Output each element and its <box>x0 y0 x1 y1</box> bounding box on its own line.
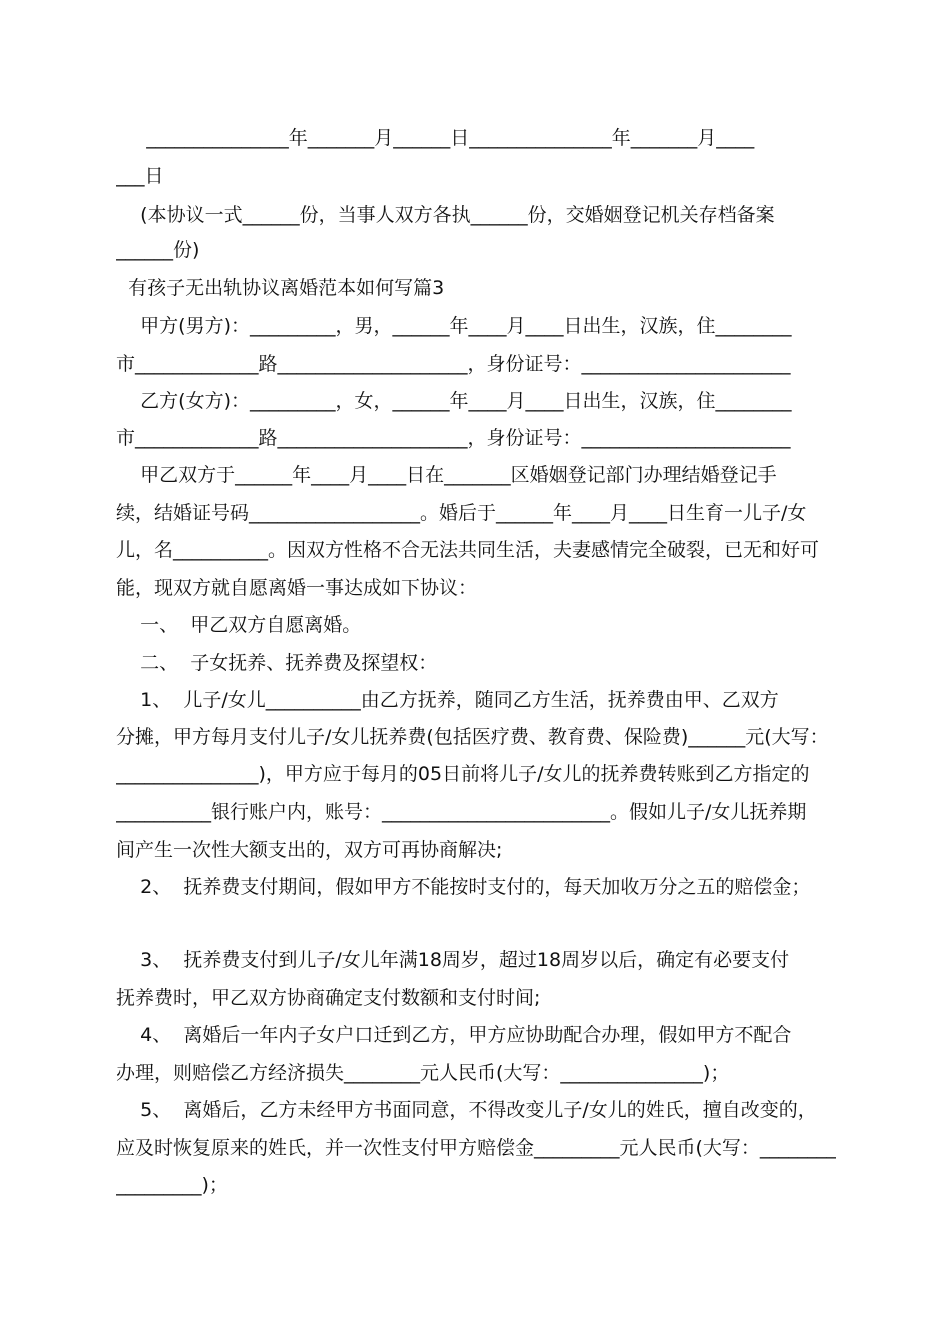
text-line: 续，结婚证号码__________________。婚后于______年____月____日生育一儿子/女 <box>116 502 807 524</box>
text-line: 市_____________路____________________，身份证号：______________________ <box>116 427 791 449</box>
text-line: 抚养费时，甲乙双方协商确定支付数额和支付时间; <box>116 987 541 1009</box>
text-line: _________)； <box>116 1174 228 1196</box>
text-line: (本协议一式______份，当事人双方各执______份，交婚姻登记机关存档备案 <box>116 204 775 226</box>
text-line: 市_____________路____________________，身份证号：______________________ <box>116 353 791 375</box>
text-line: _______________)，甲方应于每月的05日前将儿子/女儿的抚养费转账到乙方指定的 <box>116 763 810 785</box>
text-line: 2、 抚养费支付期间，假如甲方不能按时支付的，每天加收万分之五的赔偿金； <box>116 876 811 898</box>
text-line: 甲方(男方)：_________，男，______年____月____日出生，汉族，住________ <box>116 315 792 337</box>
text-line: 应及时恢复原来的姓氏，并一次性支付甲方赔偿金_________元人民币(大写：________ <box>116 1137 836 1159</box>
text-line: ___日 <box>116 165 164 187</box>
text-line: 能，现双方就自愿离婚一事达成如下协议： <box>116 577 478 599</box>
text-line: _______________年_______月______日_______________年_______月____ <box>116 127 755 149</box>
text-line: __________银行账户内，账号：________________________。假如儿子/女儿抚养期 <box>116 801 807 823</box>
text-line: 办理，则赔偿乙方经济损失________元人民币(大写：_______________)； <box>116 1062 730 1084</box>
text-line: 5、 离婚后，乙方未经甲方书面同意，不得改变儿子/女儿的姓氏，擅自改变的， <box>116 1099 817 1121</box>
section-heading: 有孩子无出轨协议离婚范本如何写篇3 <box>116 277 445 299</box>
text-line: 一、 甲乙双方自愿离婚。 <box>116 614 362 636</box>
text-line: 4、 离婚后一年内子女户口迁到乙方，甲方应协助配合办理，假如甲方不配合 <box>116 1024 792 1046</box>
text-line: 3、 抚养费支付到儿子/女儿年满18周岁，超过18周岁以后，确定有必要支付 <box>116 949 790 971</box>
text-line: ______份) <box>116 239 200 261</box>
text-line: 乙方(女方)：_________，女，______年____月____日出生，汉族，住________ <box>116 390 792 412</box>
text-line: 二、 子女抚养、抚养费及探望权： <box>116 652 438 674</box>
text-line: 甲乙双方于______年____月____日在_______区婚姻登记部门办理结婚登记手 <box>116 464 777 486</box>
text-line: 1、 儿子/女儿__________由乙方抚养，随同乙方生活，抚养费由甲、乙双方 <box>116 689 779 711</box>
text-line: 分摊，甲方每月支付儿子/女儿抚养费(包括医疗费、教育费、保险费)______元(大写： <box>116 726 829 748</box>
text-line: 儿，名__________。因双方性格不合无法共同生活，夫妻感情完全破裂，已无和好可 <box>116 539 820 561</box>
text-line: 间产生一次性大额支出的，双方可再协商解决; <box>116 839 503 861</box>
